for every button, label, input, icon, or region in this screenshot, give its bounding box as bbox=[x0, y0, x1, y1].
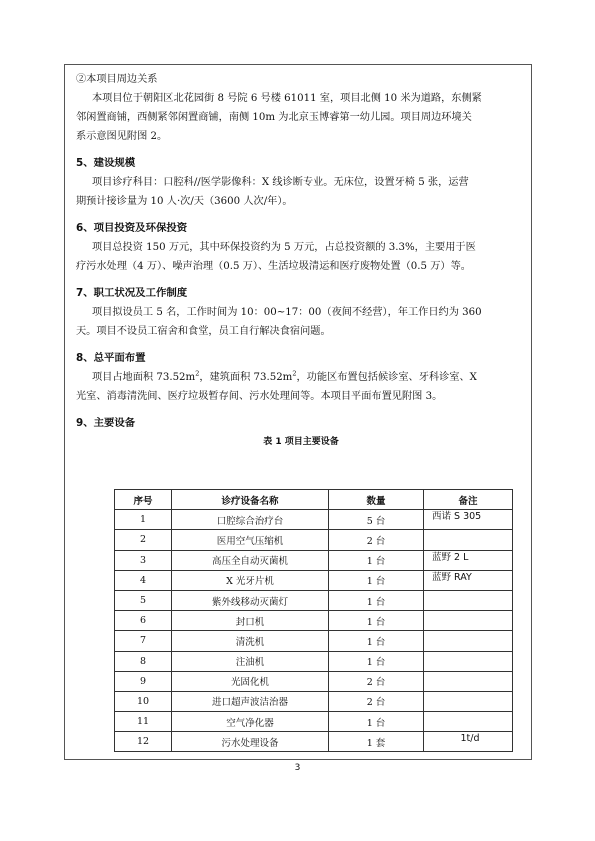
cell-index: 10 bbox=[115, 691, 172, 711]
cell-note bbox=[424, 590, 513, 610]
cell-index: 1 bbox=[115, 510, 172, 530]
section-title-scale: 5、建设规模 bbox=[76, 157, 136, 169]
table-header-row bbox=[115, 490, 513, 510]
table-caption: 表 1 项目主要设备 bbox=[263, 437, 339, 447]
paragraph-line: 天。项目不设员工宿舍和食堂，员工自行解决食宿问题。 bbox=[76, 326, 331, 337]
cell-index: 7 bbox=[115, 631, 172, 651]
cell-note bbox=[424, 712, 513, 732]
page-number: 3 bbox=[294, 763, 301, 773]
header-note: 备注 bbox=[424, 490, 513, 510]
paragraph-line: 期预计接诊量为 10 人·次/天（3600 人次/年）。 bbox=[76, 196, 293, 207]
table-row bbox=[115, 530, 513, 550]
paragraph-line: 本项目位于朝阳区北花园街 8 号院 6 号楼 61011 室，项目北侧 10 米为道路，东侧紧 bbox=[92, 93, 482, 104]
text-segment: 项目占地面积 73.52m bbox=[92, 372, 196, 383]
section-title-staff: 7、职工状况及工作制度 bbox=[76, 287, 188, 299]
paragraph-line: 光室、消毒清洗间、医疗垃圾暂存间、污水处理间等。本项目平面布置见附图 3。 bbox=[76, 391, 443, 402]
cell-index: 4 bbox=[115, 570, 172, 590]
cell-quantity: 2 台 bbox=[329, 691, 424, 711]
cell-quantity: 1 台 bbox=[329, 631, 424, 651]
cell-note: 蓝野 RAY bbox=[424, 570, 513, 590]
cell-note: 蓝野 2 L bbox=[424, 550, 513, 570]
cell-note bbox=[424, 611, 513, 631]
cell-device-name: 紫外线移动灭菌灯 bbox=[172, 590, 329, 610]
paragraph-line: 项目总投资 150 万元，其中环保投资约为 5 万元，占总投资额的 3.3%，主要用于医 bbox=[92, 242, 476, 253]
superscript: 2 bbox=[292, 369, 297, 378]
section-title-surroundings: ②本项目周边关系 bbox=[76, 74, 158, 85]
cell-device-name: 封口机 bbox=[172, 611, 329, 631]
paragraph-line: 疗污水处理（4 万）、噪声治理（0.5 万）、生活垃圾清运和医疗废物处置（0.5 万）等。 bbox=[76, 261, 471, 272]
paragraph-line: 项目诊疗科目：口腔科//医学影像科：X 线诊断专业。无床位，设置牙椅 5 张，运营 bbox=[92, 177, 469, 188]
cell-quantity: 2 台 bbox=[329, 530, 424, 550]
paragraph-line: 项目拟设员工 5 名，工作时间为 10：00~17：00（夜间不经营），年工作日约为 360 bbox=[92, 307, 482, 318]
cell-quantity: 1 台 bbox=[329, 611, 424, 631]
table-row bbox=[115, 651, 513, 671]
cell-quantity: 1 台 bbox=[329, 590, 424, 610]
cell-note: 西诺 S 305 bbox=[424, 510, 513, 530]
cell-device-name: 空气净化器 bbox=[172, 712, 329, 732]
cell-device-name: 医用空气压缩机 bbox=[172, 530, 329, 550]
cell-note bbox=[424, 530, 513, 550]
cell-device-name: X 光牙片机 bbox=[172, 570, 329, 590]
paragraph-line bbox=[76, 368, 526, 387]
table-row bbox=[115, 611, 513, 631]
header-index: 序号 bbox=[115, 490, 172, 510]
cell-quantity: 1 套 bbox=[329, 732, 424, 752]
table-row bbox=[115, 510, 513, 530]
cell-quantity: 1 台 bbox=[329, 651, 424, 671]
table-row bbox=[115, 732, 513, 752]
cell-note bbox=[424, 671, 513, 691]
cell-index: 11 bbox=[115, 712, 172, 732]
header-quantity: 数量 bbox=[329, 490, 424, 510]
cell-device-name: 进口超声波洁治器 bbox=[172, 691, 329, 711]
section-title-investment: 6、项目投资及环保投资 bbox=[76, 222, 188, 234]
cell-device-name: 口腔综合治疗台 bbox=[172, 510, 329, 530]
table-row bbox=[115, 550, 513, 570]
table-row bbox=[115, 631, 513, 651]
table-row bbox=[115, 570, 513, 590]
table-row bbox=[115, 691, 513, 711]
cell-quantity: 1 台 bbox=[329, 712, 424, 732]
cell-device-name: 污水处理设备 bbox=[172, 732, 329, 752]
cell-index: 9 bbox=[115, 671, 172, 691]
superscript: 2 bbox=[195, 369, 200, 378]
cell-quantity: 5 台 bbox=[329, 510, 424, 530]
text-segment: ，功能区布置包括候诊室、牙科诊室、X bbox=[296, 372, 477, 383]
cell-device-name: 高压全自动灭菌机 bbox=[172, 550, 329, 570]
section-title-equipment: 9、主要设备 bbox=[76, 417, 136, 429]
cell-index: 6 bbox=[115, 611, 172, 631]
table-row bbox=[115, 712, 513, 732]
cell-index: 8 bbox=[115, 651, 172, 671]
equipment-table bbox=[114, 489, 513, 752]
document-body bbox=[76, 70, 526, 451]
cell-index: 2 bbox=[115, 530, 172, 550]
cell-device-name: 清洗机 bbox=[172, 631, 329, 651]
cell-note bbox=[424, 691, 513, 711]
text-segment: ，建筑面积 73.52m bbox=[199, 372, 293, 383]
cell-note: 1t/d bbox=[424, 732, 513, 752]
header-device-name: 诊疗设备名称 bbox=[172, 490, 329, 510]
section-title-layout: 8、总平面布置 bbox=[76, 352, 146, 364]
cell-device-name: 注油机 bbox=[172, 651, 329, 671]
cell-index: 12 bbox=[115, 732, 172, 752]
paragraph-line: 邻闲置商铺，西侧紧邻闲置商铺，南侧 10m 为北京玉博睿第一幼儿园。项目周边环境关 bbox=[76, 112, 472, 123]
cell-quantity: 1 台 bbox=[329, 550, 424, 570]
table-row bbox=[115, 590, 513, 610]
table-row bbox=[115, 671, 513, 691]
cell-index: 5 bbox=[115, 590, 172, 610]
cell-note bbox=[424, 651, 513, 671]
cell-index: 3 bbox=[115, 550, 172, 570]
cell-quantity: 1 台 bbox=[329, 570, 424, 590]
cell-note bbox=[424, 631, 513, 651]
cell-device-name: 光固化机 bbox=[172, 671, 329, 691]
cell-quantity: 2 台 bbox=[329, 671, 424, 691]
paragraph-line: 系示意图见附图 2。 bbox=[76, 131, 168, 142]
